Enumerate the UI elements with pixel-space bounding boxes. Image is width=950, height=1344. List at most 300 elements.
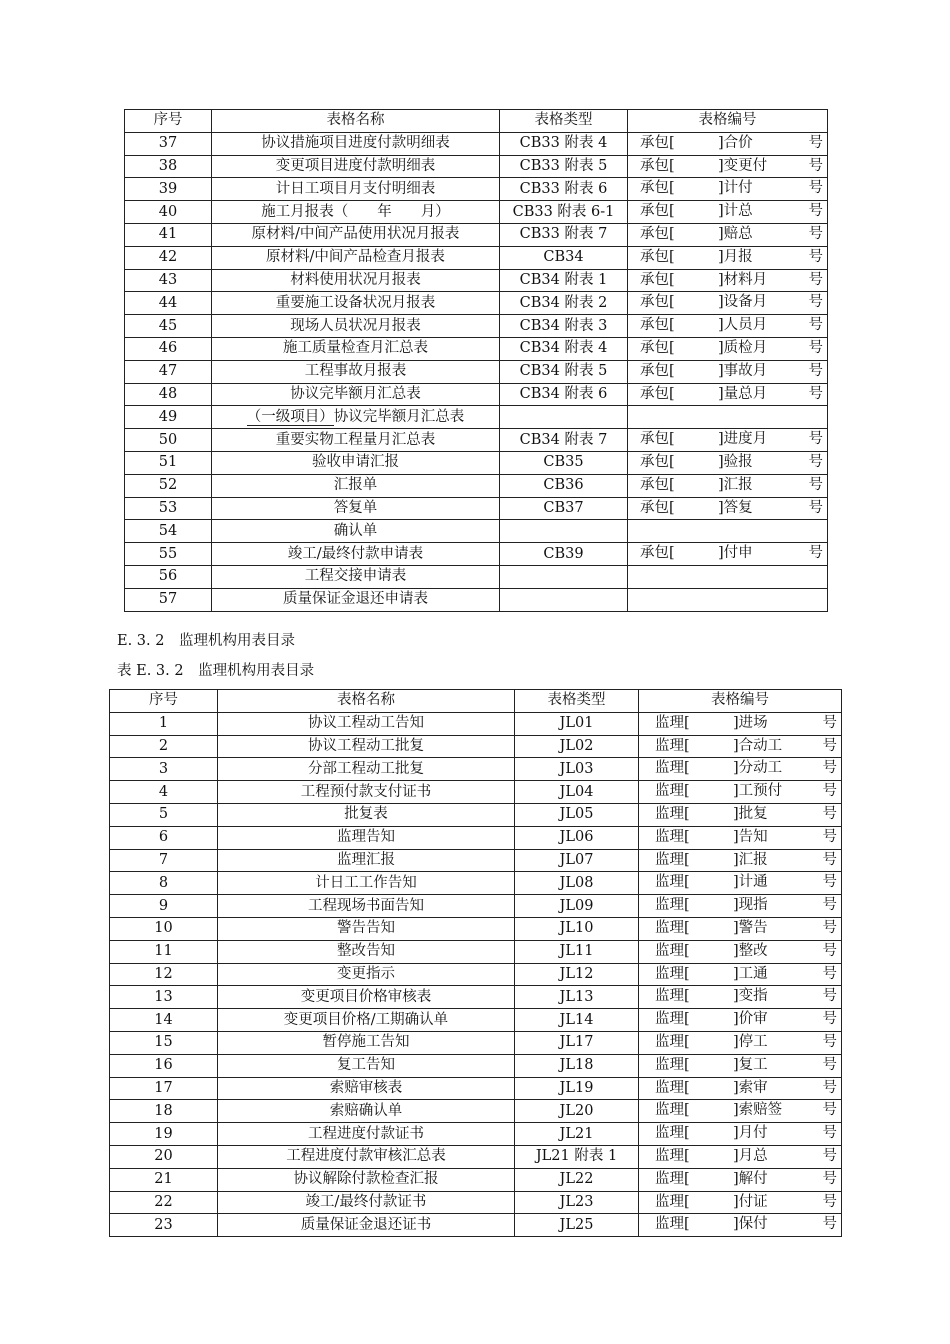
row-form-code: [628, 132, 828, 155]
row-number: 41: [125, 223, 212, 246]
row-number: 56: [125, 565, 212, 588]
row-form-name: 竣工/最终付款证书: [218, 1191, 515, 1214]
code-prefix: 监理[: [655, 805, 690, 822]
row-form-name: 汇报单: [212, 474, 500, 497]
row-form-name: 重要实物工程量月汇总表: [212, 429, 500, 452]
row-form-name: 材料使用状况月报表: [212, 269, 500, 292]
code-end: 号: [808, 339, 823, 356]
row-form-type: JL23: [515, 1191, 639, 1214]
code-suffix: ]赔总: [718, 225, 753, 242]
code-suffix: ]变指: [733, 988, 768, 1005]
row-form-type: JL03: [515, 758, 639, 781]
row-number: 22: [110, 1191, 218, 1214]
table-row: [125, 383, 828, 406]
header-form-code: 表格编号: [639, 690, 842, 713]
row-form-name: 整改告知: [218, 940, 515, 963]
row-form-code: [628, 315, 828, 338]
row-form-code: [628, 269, 828, 292]
table-row: [125, 132, 828, 155]
code-prefix: 监理[: [655, 1033, 690, 1050]
row-form-code: [628, 543, 828, 566]
row-number: 18: [110, 1100, 218, 1123]
code-suffix: ]索审: [733, 1079, 768, 1096]
row-form-name: 验收申请汇报: [212, 451, 500, 474]
table-caption: 表 E. 3. 2 监理机构用表目录: [117, 663, 315, 679]
row-form-name: 变更指示: [218, 963, 515, 986]
row-form-name: 原材料/中间产品使用状况月报表: [212, 223, 500, 246]
table-row: [125, 565, 828, 588]
row-form-name: 监理告知: [218, 826, 515, 849]
code-suffix: ]合价: [718, 134, 753, 151]
table-row: [110, 1009, 842, 1032]
code-end: 号: [822, 919, 837, 936]
row-form-type: CB34 附表 6: [500, 383, 628, 406]
row-number: 7: [110, 849, 218, 872]
row-number: 54: [125, 520, 212, 543]
row-number: 11: [110, 940, 218, 963]
row-form-code: [628, 337, 828, 360]
table-row: [110, 1077, 842, 1100]
row-form-name: 施工质量检查月汇总表: [212, 337, 500, 360]
code-end: 号: [822, 714, 837, 731]
code-end: 号: [822, 828, 837, 845]
code-end: 号: [822, 1147, 837, 1164]
code-prefix: 监理[: [655, 714, 690, 731]
code-suffix: ]计总: [718, 203, 753, 220]
row-number: 49: [125, 406, 212, 429]
row-form-type: JL05: [515, 803, 639, 826]
code-suffix: ]保付: [733, 1216, 768, 1233]
table-row: [125, 223, 828, 246]
row-form-type: JL18: [515, 1054, 639, 1077]
code-end: 号: [822, 874, 837, 891]
row-form-type: JL07: [515, 849, 639, 872]
row-form-code: [639, 1191, 842, 1214]
row-form-name: 质量保证金退还申请表: [212, 588, 500, 611]
supervision-forms-table: [109, 689, 842, 1237]
table-row: [110, 872, 842, 895]
code-prefix: 监理[: [655, 1170, 690, 1187]
row-form-code: [639, 1077, 842, 1100]
row-number: 13: [110, 986, 218, 1009]
code-prefix: 承包[: [640, 431, 675, 448]
table-row: [110, 1054, 842, 1077]
row-number: 2: [110, 735, 218, 758]
table-row: [125, 178, 828, 201]
code-suffix: ]索赔签: [733, 1102, 783, 1119]
row-form-type: [500, 520, 628, 543]
code-end: 号: [822, 760, 837, 777]
row-number: 46: [125, 337, 212, 360]
row-number: 52: [125, 474, 212, 497]
row-form-name: 协议工程动工批复: [218, 735, 515, 758]
table-row: [110, 712, 842, 735]
code-suffix: ]付申: [718, 545, 753, 562]
row-form-code: [628, 497, 828, 520]
row-form-type: JL25: [515, 1214, 639, 1237]
row-form-name: 变更项目进度付款明细表: [212, 155, 500, 178]
table-row: [110, 781, 842, 804]
row-form-type: CB34: [500, 246, 628, 269]
row-form-code: [628, 223, 828, 246]
contractor-forms-table: [124, 109, 828, 612]
code-prefix: 承包[: [640, 545, 675, 562]
row-number: 55: [125, 543, 212, 566]
row-form-name: 协议措施项目进度付款明细表: [212, 132, 500, 155]
code-suffix: ]进场: [733, 714, 768, 731]
row-form-type: JL09: [515, 895, 639, 918]
row-form-code: [639, 826, 842, 849]
row-form-type: JL12: [515, 963, 639, 986]
row-form-type: [500, 406, 628, 429]
table-row: [125, 543, 828, 566]
code-end: 号: [808, 362, 823, 379]
row-form-code: [628, 292, 828, 315]
row-form-type: CB34 附表 2: [500, 292, 628, 315]
table-row: [110, 758, 842, 781]
code-prefix: 承包[: [640, 248, 675, 265]
code-prefix: 承包[: [640, 180, 675, 197]
table-row: [110, 1100, 842, 1123]
row-form-code: [639, 872, 842, 895]
table-row: [125, 429, 828, 452]
code-prefix: 监理[: [655, 828, 690, 845]
row-number: 19: [110, 1123, 218, 1146]
row-form-name: 分部工程动工批复: [218, 758, 515, 781]
row-form-code: [628, 201, 828, 224]
code-suffix: ]分动工: [733, 760, 783, 777]
row-form-name: 暂停施工告知: [218, 1031, 515, 1054]
code-end: 号: [808, 271, 823, 288]
row-form-code: [628, 178, 828, 201]
table-row: [125, 155, 828, 178]
row-form-type: CB37: [500, 497, 628, 520]
row-form-code: [628, 474, 828, 497]
code-suffix: ]告知: [733, 828, 768, 845]
code-end: 号: [822, 1011, 837, 1028]
table-row: [110, 826, 842, 849]
code-prefix: 监理[: [655, 1079, 690, 1096]
code-prefix: 承包[: [640, 203, 675, 220]
code-prefix: 承包[: [640, 157, 675, 174]
row-number: 15: [110, 1031, 218, 1054]
code-end: 号: [808, 225, 823, 242]
row-form-code: [639, 895, 842, 918]
code-prefix: 承包[: [640, 317, 675, 334]
table-row: [125, 315, 828, 338]
code-end: 号: [808, 476, 823, 493]
row-form-name: 索赔确认单: [218, 1100, 515, 1123]
code-prefix: 承包[: [640, 294, 675, 311]
row-form-type: CB34 附表 1: [500, 269, 628, 292]
code-prefix: 监理[: [655, 942, 690, 959]
row-form-name: 施工月报表（ 年 月）: [212, 201, 500, 224]
code-suffix: ]人员月: [718, 317, 768, 334]
table-header-row: [125, 110, 828, 133]
code-suffix: ]汇报: [733, 851, 768, 868]
code-end: 号: [808, 294, 823, 311]
row-form-type: JL01: [515, 712, 639, 735]
code-end: 号: [822, 897, 837, 914]
header-form-type: 表格类型: [500, 110, 628, 133]
row-form-name: 工程进度付款证书: [218, 1123, 515, 1146]
code-prefix: 承包[: [640, 476, 675, 493]
row-number: 42: [125, 246, 212, 269]
code-end: 号: [808, 385, 823, 402]
code-prefix: 承包[: [640, 385, 675, 402]
table-row: [125, 269, 828, 292]
code-suffix: ]变更付: [718, 157, 768, 174]
section-heading: E. 3. 2 监理机构用表目录: [117, 633, 295, 649]
code-suffix: ]月总: [733, 1147, 768, 1164]
row-form-type: JL04: [515, 781, 639, 804]
code-suffix: ]现指: [733, 897, 768, 914]
row-form-type: JL20: [515, 1100, 639, 1123]
row-form-type: JL06: [515, 826, 639, 849]
code-prefix: 监理[: [655, 874, 690, 891]
code-end: 号: [822, 1079, 837, 1096]
row-form-code: [639, 849, 842, 872]
row-form-name: 重要施工设备状况月报表: [212, 292, 500, 315]
row-number: 45: [125, 315, 212, 338]
row-form-code: [639, 940, 842, 963]
table-row: [110, 917, 842, 940]
code-suffix: ]复工: [733, 1056, 768, 1073]
row-form-code: [628, 406, 828, 429]
code-prefix: 监理[: [655, 737, 690, 754]
row-form-type: CB33 附表 6-1: [500, 201, 628, 224]
code-suffix: ]汇报: [718, 476, 753, 493]
code-suffix: ]验报: [718, 453, 753, 470]
row-form-name: 竣工/最终付款申请表: [212, 543, 500, 566]
row-form-name: 协议解除付款检查汇报: [218, 1168, 515, 1191]
code-prefix: 承包[: [640, 499, 675, 516]
table-row: [125, 520, 828, 543]
row-form-code: [639, 1054, 842, 1077]
row-form-code: [628, 429, 828, 452]
row-form-name: 协议工程动工告知: [218, 712, 515, 735]
row-number: 16: [110, 1054, 218, 1077]
header-number: 序号: [125, 110, 212, 133]
code-end: 号: [822, 1170, 837, 1187]
row-form-code: [628, 383, 828, 406]
row-number: 48: [125, 383, 212, 406]
code-end: 号: [822, 942, 837, 959]
row-form-type: JL22: [515, 1168, 639, 1191]
row-form-name: 现场人员状况月报表: [212, 315, 500, 338]
row-form-type: JL13: [515, 986, 639, 1009]
code-prefix: 监理[: [655, 760, 690, 777]
table-row: [110, 1168, 842, 1191]
row-number: 17: [110, 1077, 218, 1100]
table-row: [110, 1031, 842, 1054]
row-number: 21: [110, 1168, 218, 1191]
row-number: 4: [110, 781, 218, 804]
code-suffix: ]合动工: [733, 737, 783, 754]
row-form-type: CB34 附表 5: [500, 360, 628, 383]
table-row: [125, 246, 828, 269]
row-form-code: [628, 155, 828, 178]
row-form-name: 工程交接申请表: [212, 565, 500, 588]
code-end: 号: [822, 988, 837, 1005]
code-suffix: ]答复: [718, 499, 753, 516]
code-suffix: ]量总月: [718, 385, 768, 402]
row-form-code: [639, 758, 842, 781]
row-number: 1: [110, 712, 218, 735]
row-form-type: JL21: [515, 1123, 639, 1146]
row-form-type: JL17: [515, 1031, 639, 1054]
code-prefix: 承包[: [640, 271, 675, 288]
code-prefix: 承包[: [640, 134, 675, 151]
code-prefix: 监理[: [655, 1216, 690, 1233]
code-suffix: ]价审: [733, 1011, 768, 1028]
code-suffix: ]付证: [733, 1193, 768, 1210]
code-prefix: 监理[: [655, 919, 690, 936]
code-prefix: 监理[: [655, 1125, 690, 1142]
row-form-name: 原材料/中间产品检查月报表: [212, 246, 500, 269]
table-row: [110, 940, 842, 963]
table-row: [125, 201, 828, 224]
row-number: 57: [125, 588, 212, 611]
row-number: 47: [125, 360, 212, 383]
code-suffix: ]计通: [733, 874, 768, 891]
row-form-name: [212, 406, 500, 429]
table-row: [110, 986, 842, 1009]
code-end: 号: [822, 1102, 837, 1119]
row-form-name: 工程事故月报表: [212, 360, 500, 383]
code-end: 号: [822, 805, 837, 822]
row-form-code: [639, 963, 842, 986]
row-form-type: JL10: [515, 917, 639, 940]
code-suffix: ]计付: [718, 180, 753, 197]
row-form-name: 变更项目价格/工期确认单: [218, 1009, 515, 1032]
row-form-code: [639, 1009, 842, 1032]
row-form-code: [639, 803, 842, 826]
code-suffix: ]质检月: [718, 339, 768, 356]
code-suffix: ]警告: [733, 919, 768, 936]
row-form-type: JL11: [515, 940, 639, 963]
code-end: 号: [808, 180, 823, 197]
code-end: 号: [822, 851, 837, 868]
row-form-code: [639, 1031, 842, 1054]
header-form-type: 表格类型: [515, 690, 639, 713]
code-end: 号: [822, 965, 837, 982]
row-number: 40: [125, 201, 212, 224]
row-form-type: CB34 附表 3: [500, 315, 628, 338]
row-form-name: 工程预付款支付证书: [218, 781, 515, 804]
row-form-code: [628, 565, 828, 588]
code-end: 号: [808, 431, 823, 448]
row-number: 20: [110, 1145, 218, 1168]
code-prefix: 承包[: [640, 453, 675, 470]
code-suffix: ]解付: [733, 1170, 768, 1187]
code-suffix: ]工通: [733, 965, 768, 982]
header-number: 序号: [110, 690, 218, 713]
row-number: 38: [125, 155, 212, 178]
code-prefix: 监理[: [655, 1147, 690, 1164]
row-form-name-text: 协议完毕额月汇总表: [333, 408, 465, 425]
row-form-code: [628, 588, 828, 611]
table-row: [110, 735, 842, 758]
row-form-type: [500, 588, 628, 611]
code-suffix: ]月付: [733, 1125, 768, 1142]
code-suffix: ]工预付: [733, 783, 783, 800]
table-row: [125, 474, 828, 497]
row-number: 9: [110, 895, 218, 918]
code-end: 号: [822, 737, 837, 754]
row-number: 6: [110, 826, 218, 849]
code-prefix: 承包[: [640, 339, 675, 356]
code-suffix: ]事故月: [718, 362, 768, 379]
code-prefix: 监理[: [655, 1193, 690, 1210]
row-form-name: 复工告知: [218, 1054, 515, 1077]
table-row: [110, 1123, 842, 1146]
row-form-name: 计日工工作告知: [218, 872, 515, 895]
table-row: [125, 451, 828, 474]
row-number: 12: [110, 963, 218, 986]
row-form-code: [639, 781, 842, 804]
row-form-type: JL19: [515, 1077, 639, 1100]
code-prefix: 监理[: [655, 1102, 690, 1119]
row-form-name-level: （一级项目）: [246, 408, 334, 425]
row-number: 10: [110, 917, 218, 940]
row-form-code: [639, 1214, 842, 1237]
code-prefix: 监理[: [655, 1011, 690, 1028]
header-form-name: 表格名称: [218, 690, 515, 713]
row-form-name: 工程现场书面告知: [218, 895, 515, 918]
table-row: [125, 497, 828, 520]
row-number: 37: [125, 132, 212, 155]
table-header-row: [110, 690, 842, 713]
row-number: 5: [110, 803, 218, 826]
row-form-name: 质量保证金退还证书: [218, 1214, 515, 1237]
row-form-code: [628, 520, 828, 543]
row-form-code: [628, 360, 828, 383]
code-suffix: ]整改: [733, 942, 768, 959]
row-form-type: CB33 附表 4: [500, 132, 628, 155]
code-suffix: ]月报: [718, 248, 753, 265]
code-end: 号: [822, 783, 837, 800]
row-form-name: 监理汇报: [218, 849, 515, 872]
table-row: [125, 406, 828, 429]
code-prefix: 监理[: [655, 965, 690, 982]
header-form-code: 表格编号: [628, 110, 828, 133]
row-form-code: [639, 917, 842, 940]
code-prefix: 监理[: [655, 988, 690, 1005]
row-form-type: JL21 附表 1: [515, 1145, 639, 1168]
row-form-code: [639, 1168, 842, 1191]
table-row: [125, 360, 828, 383]
row-number: 50: [125, 429, 212, 452]
table-row: [110, 1145, 842, 1168]
code-end: 号: [808, 248, 823, 265]
row-form-name: 变更项目价格审核表: [218, 986, 515, 1009]
row-form-code: [639, 1100, 842, 1123]
row-number: 14: [110, 1009, 218, 1032]
code-end: 号: [808, 545, 823, 562]
row-form-type: CB33 附表 5: [500, 155, 628, 178]
code-prefix: 监理[: [655, 851, 690, 868]
row-number: 39: [125, 178, 212, 201]
code-prefix: 监理[: [655, 1056, 690, 1073]
row-form-name: 警告告知: [218, 917, 515, 940]
row-form-code: [639, 735, 842, 758]
code-suffix: ]停工: [733, 1033, 768, 1050]
code-end: 号: [808, 157, 823, 174]
row-form-name: 答复单: [212, 497, 500, 520]
code-prefix: 承包[: [640, 225, 675, 242]
row-form-type: CB35: [500, 451, 628, 474]
